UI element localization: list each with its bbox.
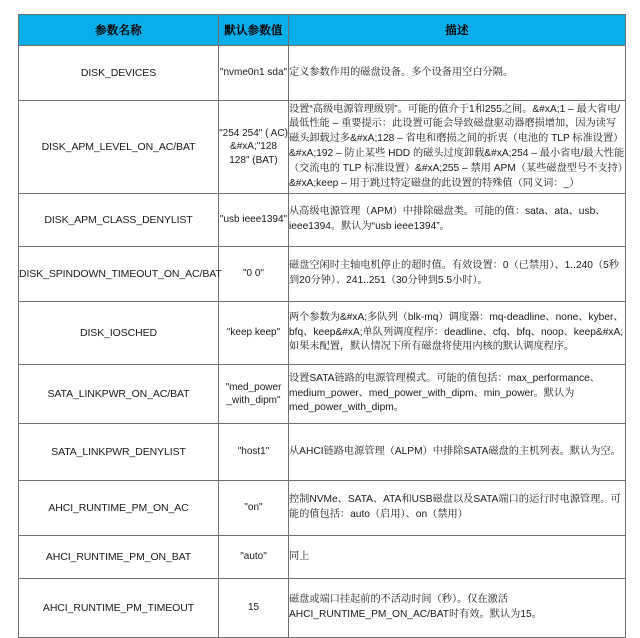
cell-description: 从高级电源管理（APM）中排除磁盘类。可能的值：sata、ata、usb、ieee1394。默认为“usb ieee1394”。 — [289, 194, 626, 247]
table-header-row — [19, 15, 626, 46]
cell-default-value: "254 254" ( AC) &#xA;"128 128" (BAT) — [219, 101, 289, 194]
cell-description: 设置“高级电源管理级别”。可能的值介于1和255之间。&#xA;1 – 最大省电/最低性能 – 重要提示：此设置可能会导致磁盘驱动器磨损增加，因为读写磁头卸载过多&#xA;128 – 省电和磨损之间的折衷（电池的 TLP 标准设置）&#xA;192 – 防止某些 HDD 的磁头过度卸载&#xA;254 – 最小省电/最大性能（交流电的 TLP 标准设置）&#xA;255 – 禁用 APM（某些磁盘型号不支持）&#xA;keep – 用于跳过特定磁盘的此设置的特殊值（同义词：_） — [289, 101, 626, 194]
cell-parameter-name: DISK_IOSCHED — [19, 302, 219, 365]
cell-default-value: "host1" — [219, 424, 289, 481]
cell-default-value: "on" — [219, 481, 289, 536]
cell-parameter-name: AHCI_RUNTIME_PM_ON_AC — [19, 481, 219, 536]
table-row — [19, 194, 626, 247]
cell-description: 磁盘空闲时主轴电机停止的超时值。有效设置：0（已禁用）、1..240（5秒到20分钟）、241..251（30分钟到5.5小时）。 — [289, 247, 626, 302]
column-header-description: 描述 — [289, 15, 626, 46]
table-row — [19, 481, 626, 536]
cell-default-value: "nvme0n1 sda" — [219, 46, 289, 101]
cell-description: 控制NVMe、SATA、ATA和USB磁盘以及SATA端口的运行时电源管理。可能的值包括：auto（启用）、on（禁用） — [289, 481, 626, 536]
cell-default-value: "med_power _with_dipm" — [219, 365, 289, 424]
table-row — [19, 579, 626, 638]
table-row — [19, 46, 626, 101]
tlp-disk-parameters-table — [18, 14, 626, 638]
table-row — [19, 365, 626, 424]
column-header-parameter-name: 参数名称 — [19, 15, 219, 46]
cell-default-value: "auto" — [219, 536, 289, 579]
cell-description: 两个参数为&#xA;多队列（blk-mq）调度器：mq-deadline、none、kyber、bfq、keep&#xA;单队列调度程序：deadline、cfq、bfq、noop、keep&#xA;如果未配置，默认情况下所有磁盘将使用内核的默认调度程序。 — [289, 302, 626, 365]
cell-parameter-name: AHCI_RUNTIME_PM_ON_BAT — [19, 536, 219, 579]
table-row — [19, 536, 626, 579]
column-header-default-value: 默认参数值 — [219, 15, 289, 46]
cell-description: 同上 — [289, 536, 626, 579]
cell-default-value: "usb ieee1394" — [219, 194, 289, 247]
table-body — [19, 46, 626, 638]
cell-description: 定义参数作用的磁盘设备。多个设备用空白分隔。 — [289, 46, 626, 101]
cell-parameter-name: DISK_APM_LEVEL_ON_AC/BAT — [19, 101, 219, 194]
cell-default-value: 15 — [219, 579, 289, 638]
cell-parameter-name: SATA_LINKPWR_ON_AC/BAT — [19, 365, 219, 424]
cell-parameter-name: DISK_APM_CLASS_DENYLIST — [19, 194, 219, 247]
table-row — [19, 101, 626, 194]
cell-parameter-name: SATA_LINKPWR_DENYLIST — [19, 424, 219, 481]
cell-default-value: "0 0" — [219, 247, 289, 302]
table-row — [19, 424, 626, 481]
cell-description: 从AHCI链路电源管理（ALPM）中排除SATA磁盘的主机列表。默认为空。 — [289, 424, 626, 481]
cell-default-value: "keep keep" — [219, 302, 289, 365]
table-header — [19, 15, 626, 46]
cell-description: 磁盘或端口挂起前的不活动时间（秒）。仅在激活 AHCI_RUNTIME_PM_ON_AC/BAT时有效。默认为15。 — [289, 579, 626, 638]
cell-description: 设置SATA链路的电源管理模式。可能的值包括：max_performance、medium_power、med_power_with_dipm、min_power。默认为 med_power_with_dipm。 — [289, 365, 626, 424]
table-row — [19, 302, 626, 365]
table-row — [19, 247, 626, 302]
cell-parameter-name: AHCI_RUNTIME_PM_TIMEOUT — [19, 579, 219, 638]
cell-parameter-name: DISK_DEVICES — [19, 46, 219, 101]
cell-parameter-name: DISK_SPINDOWN_TIMEOUT_ON_AC/BAT — [19, 247, 219, 302]
